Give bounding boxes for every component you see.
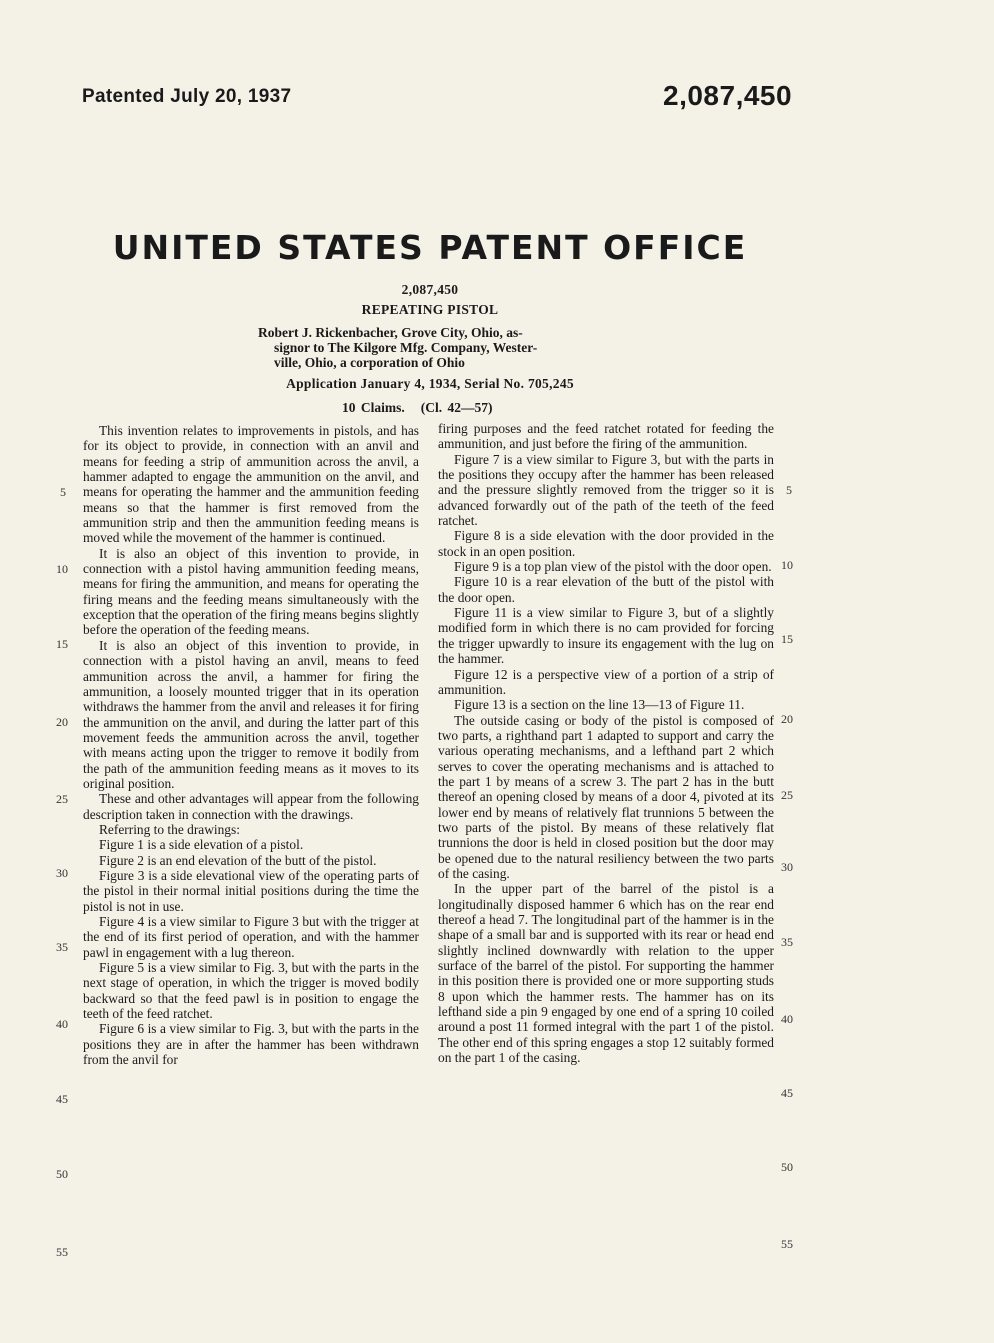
line-number: 50 (56, 1167, 68, 1181)
paragraph: It is also an object of this invention to provide, in connection with a pistol having an anvil, means to feed ammunition across the anvil, a hammer for firing the ammunition, a loosely mounted trigger that in its operation withdraws the hammer from the anvil and releases it for firing the ammunition on the anvil, and during the latter part of this movement feeds the ammunition across the anvil, together with means acting upon the trigger to remove it bodily from the path of the ammunition feeding means as it moves to its original position. (83, 637, 419, 791)
right-column (438, 421, 774, 1065)
line-number: 30 (56, 866, 68, 880)
paragraph: Referring to the drawings: (99, 821, 240, 837)
patent-number-header: 2,087,450 (663, 80, 793, 111)
line-number: 5 (60, 485, 66, 499)
line-number: 20 (781, 712, 793, 726)
claims-count: 10 Claims. (342, 400, 405, 415)
paragraph: Figure 1 is a side elevation of a pistol. (99, 837, 304, 853)
line-number: 40 (56, 1017, 68, 1031)
paragraph: This invention relates to improvements in pistols, and has for its object to provide, in connection with an anvil and means for feeding a strip of ammunition across the anvil, a hammer adapted to engage the ammunition on the anvil, and means for operating the hammer and the ammunition feeding means so that the hammer is first removed from the ammunition strip and then the ammunition feeding means is moved while the movement of the hammer is continued. (83, 423, 419, 546)
line-number: 35 (781, 935, 793, 949)
patent-date: Patented July 20, 1937 (82, 86, 292, 107)
line-number: 55 (781, 1237, 793, 1251)
line-number: 10 (56, 562, 68, 576)
line-number: 45 (781, 1086, 793, 1100)
paragraph: The outside casing or body of the pistol is composed of two parts, a righthand part 1 adapted to support and carry the various operating mechanisms, and a lefthand part 2 which serves to cover the operating mechanisms and is attached to the part 1 by means of a screw 3. The part 2 has in the butt thereof an opening closed by means of a door 4, pivoted at its lower end by means of relatively flat trunnions 5 between the two parts of the pistol. By means of these relatively flat trunnions the door is held in closed position but the door may be opened due to the natural resiliency between the two parts of the casing. (438, 712, 774, 881)
paragraph: Figure 3 is a side elevational view of the operating parts of the pistol in their normal initial positions during the time the pistol is not in use. (83, 867, 419, 914)
inventor-line: signor to The Kilgore Mfg. Company, Wester- (274, 340, 538, 355)
application-line: Application January 4, 1934, Serial No. 705,245 (286, 376, 574, 391)
paragraph: Figure 4 is a view similar to Figure 3 but with the trigger at the end of its first period of operation, and with the hammer pawl in engagement with a lug thereon. (83, 914, 419, 960)
paragraph: Figure 8 is a side elevation with the door provided in the stock in an open position. (438, 528, 774, 559)
left-column (83, 423, 419, 1067)
inventor-line: ville, Ohio, a corporation of Ohio (274, 355, 465, 370)
line-number: 30 (781, 860, 793, 874)
paragraph: Figure 12 is a perspective view of a portion of a strip of ammunition. (438, 666, 774, 697)
line-number: 50 (781, 1160, 793, 1174)
paragraph: firing purposes and the feed ratchet rotated for feeding the ammunition, and just before the firing of the ammunition. (438, 421, 774, 452)
paragraph: In the upper part of the barrel of the pistol is a longitudinally disposed hammer 6 which has on the rear end thereof a head 7. The longitudinal part of the hammer is in the shape of a small bar and is supported with its rear or head end slightly inclined downwardly with relation to the upper surface of the barrel of the pistol. For supporting the hammer in this position there is provided one or more supporting studs 8 upon which the hammer rests. The hammer has on its lefthand side a pin 9 engaged by one end of a spring 10 coiled around a post 11 formed integral with the part 1 of the pistol. The other end of this spring engages a stop 12 suitably formed on the part 1 of the casing. (438, 881, 774, 1066)
paragraph: These and other advantages will appear from the following description taken in connection with the drawings. (83, 791, 419, 822)
line-number: 15 (56, 637, 68, 651)
line-number: 55 (56, 1245, 68, 1259)
paragraph: Figure 7 is a view similar to Figure 3, but with the parts in the positions they occupy after the hammer has been released and the pressure slightly removed from the trigger so it is advanced forwardly out of the path of the teeth of the feed ratchet. (438, 451, 774, 529)
line-number: 25 (781, 788, 793, 802)
paragraph: Figure 6 is a view similar to Fig. 3, but with the parts in the positions they are in after the hammer has been withdrawn from the anvil for (83, 1021, 419, 1068)
patent-number: 2,087,450 (401, 282, 459, 297)
office-title: UNITED STATES PATENT OFFICE (112, 228, 748, 267)
line-number: 25 (56, 792, 68, 806)
paragraph: Figure 5 is a view similar to Fig. 3, but with the parts in the next stage of operation, in which the trigger is moved bodily backward so that the feed pawl is in position to engage the teeth of the feed ratchet. (83, 960, 419, 1022)
inventor-block (258, 325, 608, 370)
paragraph: Figure 11 is a view similar to Figure 3, but of a slightly modified form in which there is no cam provided for forcing the trigger upwardly to insure its engagement with the lug on the hammer. (438, 605, 774, 667)
paragraph: Figure 10 is a rear elevation of the butt of the pistol with the door open. (438, 574, 774, 605)
invention-title: REPEATING PISTOL (361, 302, 499, 317)
line-number: 35 (56, 940, 68, 954)
line-number: 5 (786, 483, 792, 497)
line-number: 45 (56, 1092, 68, 1106)
line-number: 15 (781, 632, 793, 646)
paragraph: It is also an object of this invention to provide, in connection with a pistol having ammunition feeding means, means for firing the ammunition, and means for operating the firing means and the feeding means simultaneously with the exception that the operation of the firing means begins slightly before the operation of the feeding means. (83, 545, 419, 638)
line-number: 20 (56, 715, 68, 729)
classification: (Cl. 42—57) (420, 400, 493, 415)
inventor-line: Robert J. Rickenbacher, Grove City, Ohio, as- (258, 325, 523, 340)
line-number: 10 (781, 558, 793, 572)
line-number: 40 (781, 1012, 793, 1026)
claims-line (342, 400, 493, 416)
paragraph: Figure 9 is a top plan view of the pistol with the door open. (454, 559, 772, 575)
paragraph: Figure 2 is an end elevation of the butt of the pistol. (99, 852, 377, 868)
paragraph: Figure 13 is a section on the line 13—13 of Figure 11. (454, 697, 745, 713)
